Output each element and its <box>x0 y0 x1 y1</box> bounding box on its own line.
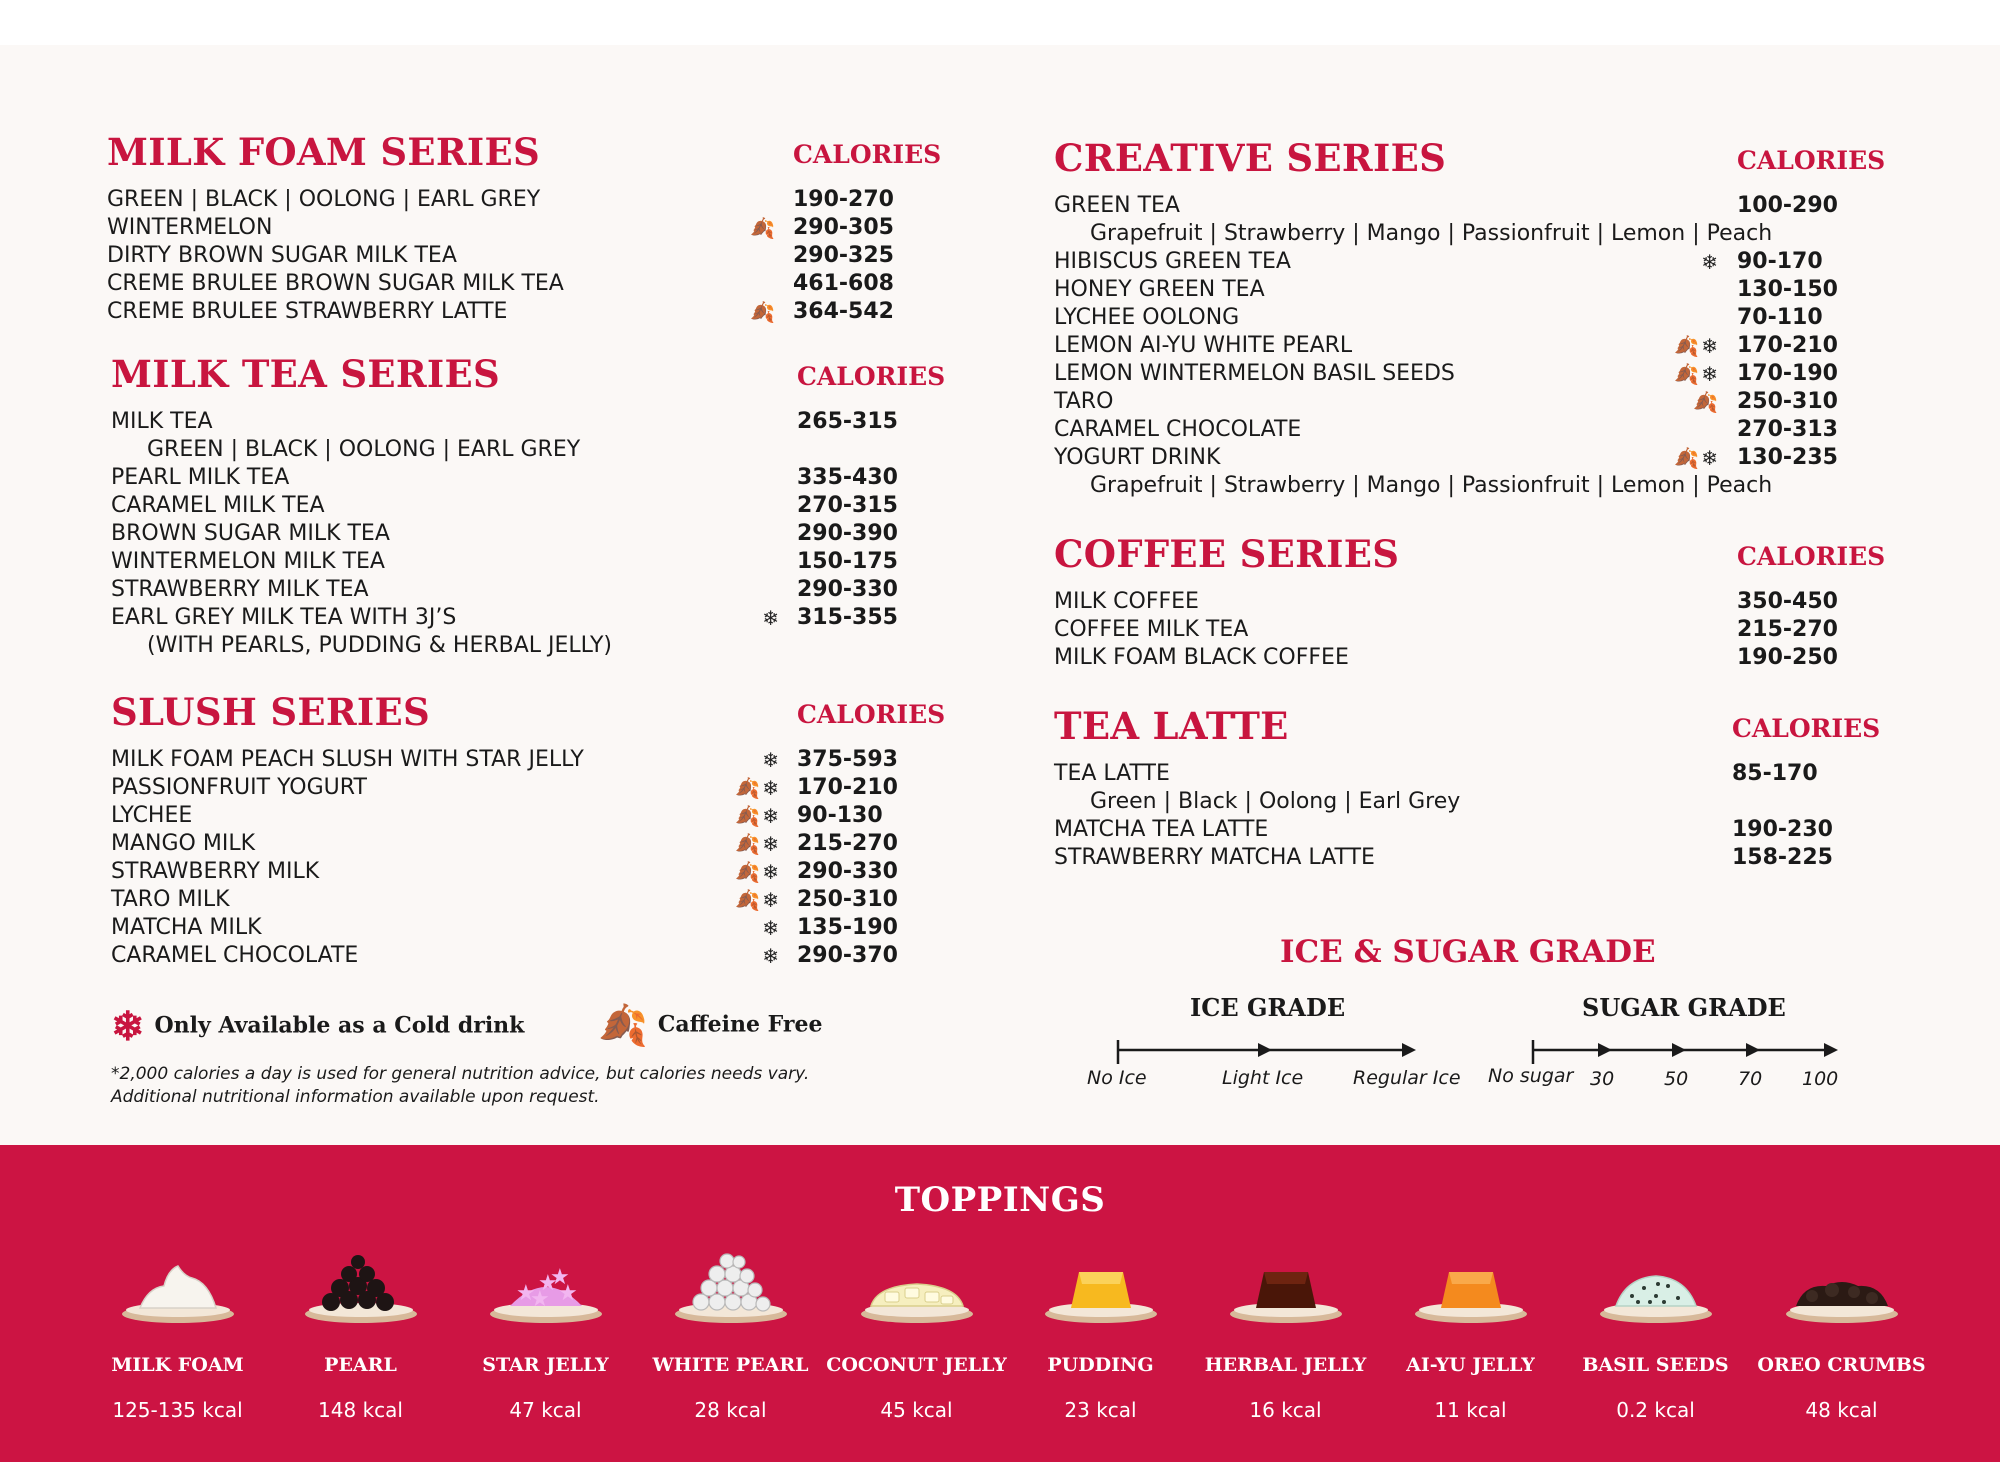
topping-coconut-jelly <box>824 1248 1009 1422</box>
menu-item-calories: 190-270 <box>793 187 894 212</box>
menu-item <box>111 802 961 830</box>
menu-item-diet-icons: ❄ <box>1701 250 1720 274</box>
menu-item-name: PEARL MILK TEA <box>111 465 290 490</box>
menu-item-name: WINTERMELON MILK TEA <box>111 549 385 574</box>
milk-foam-section <box>107 130 957 326</box>
topping-name: PEARL <box>324 1354 397 1376</box>
star-jelly-icon <box>486 1248 606 1328</box>
svg-text:★: ★ <box>549 1265 570 1290</box>
menu-item-name: MANGO MILK <box>111 831 255 856</box>
menu-item-calories: 170-190 <box>1737 361 1838 386</box>
menu-item <box>1054 276 1954 304</box>
menu-item-name: Grapefruit | Strawberry | Mango | Passionfruit | Lemon | Peach <box>1090 221 1773 246</box>
milk-foam-icon <box>118 1248 238 1328</box>
menu-item-name: GREEN | BLACK | OOLONG | EARL GREY <box>147 437 581 462</box>
topping-milk-foam <box>85 1248 270 1422</box>
ai-yu-jelly-icon <box>1411 1248 1531 1328</box>
tea-latte-list <box>1054 760 1954 872</box>
creative-section <box>1054 136 1954 500</box>
menu-item-calories: 335-430 <box>797 465 898 490</box>
menu-item <box>1054 248 1954 276</box>
topping-name: MILK FOAM <box>111 1354 244 1376</box>
topping-pudding <box>1008 1248 1193 1422</box>
menu-item <box>111 942 961 970</box>
topping-kcal: 48 kcal <box>1805 1398 1878 1422</box>
menu-item-calories: 250-310 <box>1737 389 1838 414</box>
cold-drink-label: Only Available as a Cold drink <box>154 1012 525 1039</box>
menu-item-calories: 85-170 <box>1732 761 1818 786</box>
menu-item-calories: 150-175 <box>797 549 898 574</box>
menu-item-name: CARAMEL CHOCOLATE <box>1054 417 1302 442</box>
ice-level-2: Regular Ice <box>1353 1067 1461 1089</box>
topping-name: AI-YU JELLY <box>1406 1354 1535 1376</box>
topping-herbal-jelly <box>1193 1248 1378 1422</box>
menu-item <box>111 914 961 942</box>
sugar-level-2: 50 <box>1664 1068 1689 1090</box>
menu-item <box>111 774 961 802</box>
menu-item-name: CREME BRULEE STRAWBERRY LATTE <box>107 299 508 324</box>
topping-kcal: 45 kcal <box>880 1398 953 1422</box>
menu-item-options <box>1054 220 1954 248</box>
menu-item-name: MILK COFFEE <box>1054 589 1199 614</box>
menu-item <box>107 242 957 270</box>
menu-item <box>1054 588 1954 616</box>
menu-item <box>1054 332 1954 360</box>
coffee-section <box>1054 532 1954 672</box>
sugar-level-3: 70 <box>1738 1068 1763 1090</box>
milk-tea-list <box>111 408 961 660</box>
menu-item <box>1054 360 1954 388</box>
sugar-level-1: 30 <box>1590 1068 1615 1090</box>
menu-item-name: YOGURT DRINK <box>1054 445 1221 470</box>
menu-item <box>107 186 957 214</box>
menu-item-name: HONEY GREEN TEA <box>1054 277 1265 302</box>
ice-grade-title: ICE GRADE <box>1190 993 1346 1022</box>
menu-item-name: STRAWBERRY MATCHA LATTE <box>1054 845 1375 870</box>
ice-level-0: No Ice <box>1087 1067 1147 1089</box>
menu-item-diet-icons: ❄ <box>762 944 781 968</box>
menu-item-diet-icons: 🍂❄ <box>735 888 781 912</box>
topping-kcal: 16 kcal <box>1249 1398 1322 1422</box>
cold-drink-legend <box>111 1003 524 1050</box>
topping-kcal: 28 kcal <box>694 1398 767 1422</box>
topping-name: WHITE PEARL <box>652 1354 809 1376</box>
menu-item <box>1054 816 1954 844</box>
creative-list <box>1054 192 1954 500</box>
menu-item-calories: 290-305 <box>793 215 894 240</box>
svg-text:★: ★ <box>515 1281 536 1306</box>
topping-name: PUDDING <box>1047 1354 1154 1376</box>
menu-item-calories: 215-270 <box>797 831 898 856</box>
menu-item <box>1054 760 1954 788</box>
topping-kcal: 11 kcal <box>1434 1398 1507 1422</box>
topping-ai-yu-jelly <box>1378 1248 1563 1422</box>
topping-name: COCONUT JELLY <box>826 1354 1007 1376</box>
menu-item-calories: 190-250 <box>1737 645 1838 670</box>
menu-item-name: STRAWBERRY MILK <box>111 859 320 884</box>
menu-item-calories: 190-230 <box>1732 817 1833 842</box>
menu-item-name: COFFEE MILK TEA <box>1054 617 1249 642</box>
menu-item-calories: 135-190 <box>797 915 898 940</box>
menu-item-diet-icons: 🍂❄ <box>735 832 781 856</box>
menu-item-name: LYCHEE <box>111 803 193 828</box>
caffeine-free-leaf-icon: 🍂 <box>598 1002 648 1049</box>
menu-item-diet-icons: 🍂❄ <box>735 804 781 828</box>
topping-kcal: 0.2 kcal <box>1616 1398 1695 1422</box>
menu-item <box>111 858 961 886</box>
menu-item-diet-icons: 🍂 <box>1693 390 1720 414</box>
menu-item <box>1054 644 1954 672</box>
slush-list <box>111 746 961 970</box>
menu-item <box>111 520 961 548</box>
menu-item <box>1054 444 1954 472</box>
menu-item <box>111 548 961 576</box>
menu-item-calories: 350-450 <box>1737 589 1838 614</box>
menu-item <box>1054 844 1954 872</box>
oreo-crumbs-icon <box>1782 1248 1902 1328</box>
menu-item-calories: 461-608 <box>793 271 894 296</box>
menu-item-calories: 170-210 <box>797 775 898 800</box>
svg-text:★: ★ <box>537 1271 558 1296</box>
menu-item-name: (WITH PEARLS, PUDDING & HERBAL JELLY) <box>147 633 613 658</box>
menu-item-name: LEMON AI-YU WHITE PEARL <box>1054 333 1353 358</box>
topping-pearl <box>268 1248 453 1422</box>
menu-item-name: GREEN | BLACK | OOLONG | EARL GREY <box>107 187 541 212</box>
caffeine-free-label: Caffeine Free <box>657 1011 823 1038</box>
menu-item-calories: 90-170 <box>1737 249 1823 274</box>
topping-name: OREO CRUMBS <box>1757 1354 1926 1376</box>
footnote-line-2: Additional nutritional information available upon request. <box>111 1087 600 1107</box>
menu-item-diet-icons: 🍂 <box>750 300 777 324</box>
toppings-title: TOPPINGS <box>894 1180 1106 1220</box>
menu-item-name: Grapefruit | Strawberry | Mango | Passionfruit | Lemon | Peach <box>1090 473 1773 498</box>
menu-item <box>111 408 961 436</box>
topping-kcal: 23 kcal <box>1064 1398 1137 1422</box>
milk-foam-title: MILK FOAM SERIES <box>107 130 541 174</box>
menu-item-diet-icons: ❄ <box>762 606 781 630</box>
menu-item-name: MILK TEA <box>111 409 213 434</box>
menu-item-diet-icons: 🍂❄ <box>1674 446 1720 470</box>
creative-title: CREATIVE SERIES <box>1054 136 1447 180</box>
menu-item <box>1054 192 1954 220</box>
menu-item-name: EARL GREY MILK TEA WITH 3J’S <box>111 605 457 630</box>
menu-item-calories: 215-270 <box>1737 617 1838 642</box>
milk-foam-calories-header: CALORIES <box>793 140 942 169</box>
tea-latte-title: TEA LATTE <box>1054 704 1289 748</box>
menu-item-name: LYCHEE OOLONG <box>1054 305 1240 330</box>
menu-item-calories: 158-225 <box>1732 845 1833 870</box>
menu-item-calories: 90-130 <box>797 803 883 828</box>
menu-item-name: MATCHA TEA LATTE <box>1054 817 1269 842</box>
creative-calories-header: CALORIES <box>1737 146 1886 175</box>
menu-item-calories: 100-290 <box>1737 193 1838 218</box>
menu-item-calories: 315-355 <box>797 605 898 630</box>
tea-latte-section <box>1054 704 1954 872</box>
menu-item-name: MILK FOAM PEACH SLUSH WITH STAR JELLY <box>111 747 584 772</box>
menu-item-calories: 170-210 <box>1737 333 1838 358</box>
menu-item-name: MILK FOAM BLACK COFFEE <box>1054 645 1349 670</box>
slush-title: SLUSH SERIES <box>111 690 431 734</box>
topping-kcal: 148 kcal <box>318 1398 403 1422</box>
menu-item-calories: 270-315 <box>797 493 898 518</box>
menu-item-diet-icons: 🍂❄ <box>735 776 781 800</box>
menu-item <box>107 298 957 326</box>
menu-item-name: CARAMEL MILK TEA <box>111 493 325 518</box>
menu-item-name: WINTERMELON <box>107 215 273 240</box>
slush-calories-header: CALORIES <box>797 700 946 729</box>
menu-item-diet-icons: 🍂 <box>750 216 777 240</box>
coffee-list <box>1054 588 1954 672</box>
menu-item-calories: 265-315 <box>797 409 898 434</box>
menu-item-name: DIRTY BROWN SUGAR MILK TEA <box>107 243 457 268</box>
menu-item-name: STRAWBERRY MILK TEA <box>111 577 369 602</box>
menu-item <box>111 576 961 604</box>
menu-item-diet-icons: ❄ <box>762 916 781 940</box>
pearl-icon <box>301 1248 421 1328</box>
white-pearl-icon <box>671 1248 791 1328</box>
menu-item <box>1054 416 1954 444</box>
milk-tea-section <box>111 352 961 660</box>
topping-star-jelly <box>453 1248 638 1422</box>
pudding-icon <box>1041 1248 1161 1328</box>
coconut-jelly-icon <box>857 1248 977 1328</box>
menu-item-diet-icons: 🍂❄ <box>735 860 781 884</box>
menu-item <box>111 604 961 632</box>
menu-item-diet-icons: 🍂❄ <box>1674 334 1720 358</box>
topping-white-pearl <box>638 1248 823 1422</box>
basil-seeds-icon <box>1596 1248 1716 1328</box>
menu-item-calories: 290-325 <box>793 243 894 268</box>
menu-item-name: HIBISCUS GREEN TEA <box>1054 249 1291 274</box>
menu-item-calories: 130-235 <box>1737 445 1838 470</box>
milk-tea-calories-header: CALORIES <box>797 362 946 391</box>
ice-level-1: Light Ice <box>1222 1067 1304 1089</box>
sugar-grade-title: SUGAR GRADE <box>1582 993 1786 1022</box>
topping-name: STAR JELLY <box>482 1354 609 1376</box>
topping-oreo-crumbs <box>1749 1248 1934 1422</box>
menu-item-calories: 130-150 <box>1737 277 1838 302</box>
topping-kcal: 125-135 kcal <box>112 1398 243 1422</box>
menu-item-diet-icons: 🍂❄ <box>1674 362 1720 386</box>
menu-item-calories: 375-593 <box>797 747 898 772</box>
topping-name: BASIL SEEDS <box>1582 1354 1729 1376</box>
snowflake-icon: ❄ <box>111 1003 145 1050</box>
menu-item <box>107 270 957 298</box>
herbal-jelly-icon <box>1226 1248 1346 1328</box>
menu-item-calories: 250-310 <box>797 887 898 912</box>
menu-item-calories: 290-330 <box>797 859 898 884</box>
svg-text:★: ★ <box>557 1281 578 1306</box>
menu-item-calories: 290-390 <box>797 521 898 546</box>
menu-item-options <box>1054 472 1954 500</box>
menu-item-diet-icons: ❄ <box>762 748 781 772</box>
sugar-level-0: No sugar <box>1488 1065 1574 1087</box>
menu-item-name: Green | Black | Oolong | Earl Grey <box>1090 789 1461 814</box>
coffee-calories-header: CALORIES <box>1737 542 1886 571</box>
menu-item <box>111 746 961 774</box>
menu-item-name: TEA LATTE <box>1054 761 1170 786</box>
menu-item-calories: 290-330 <box>797 577 898 602</box>
menu-item-name: MATCHA MILK <box>111 915 262 940</box>
menu-item <box>1054 616 1954 644</box>
menu-item-options <box>111 632 961 660</box>
menu-item-name: CARAMEL CHOCOLATE <box>111 943 359 968</box>
menu-item <box>111 886 961 914</box>
menu-item <box>1054 304 1954 332</box>
menu-item-name: TARO MILK <box>111 887 230 912</box>
menu-item-options <box>1054 788 1954 816</box>
slush-section <box>111 690 961 970</box>
menu-item-calories: 290-370 <box>797 943 898 968</box>
menu-item-name: TARO <box>1054 389 1114 414</box>
menu-item-name: BROWN SUGAR MILK TEA <box>111 521 390 546</box>
milk-tea-title: MILK TEA SERIES <box>111 352 501 396</box>
menu-item <box>111 492 961 520</box>
topping-kcal: 47 kcal <box>509 1398 582 1422</box>
svg-text:★: ★ <box>529 1287 550 1312</box>
tea-latte-calories-header: CALORIES <box>1732 714 1881 743</box>
caffeine-free-legend <box>598 1002 822 1049</box>
ice-sugar-grade-title: ICE & SUGAR GRADE <box>1280 934 1656 970</box>
topping-basil-seeds <box>1563 1248 1748 1422</box>
calorie-footnote <box>111 1063 809 1109</box>
sugar-level-4: 100 <box>1802 1068 1839 1090</box>
menu-item-calories: 364-542 <box>793 299 894 324</box>
menu-item-name: PASSIONFRUIT YOGURT <box>111 775 367 800</box>
menu-item-name: CREME BRULEE BROWN SUGAR MILK TEA <box>107 271 564 296</box>
menu-item-name: LEMON WINTERMELON BASIL SEEDS <box>1054 361 1455 386</box>
coffee-title: COFFEE SERIES <box>1054 532 1400 576</box>
menu-item-calories: 270-313 <box>1737 417 1838 442</box>
menu-item <box>1054 388 1954 416</box>
topping-name: HERBAL JELLY <box>1204 1354 1367 1376</box>
menu-item-options <box>111 436 961 464</box>
menu-item <box>107 214 957 242</box>
footnote-line-1: *2,000 calories a day is used for general nutrition advice, but calories needs vary. <box>111 1064 810 1084</box>
menu-item-calories: 70-110 <box>1737 305 1823 330</box>
menu-item <box>111 830 961 858</box>
menu-item <box>111 464 961 492</box>
milk-foam-list <box>107 186 957 326</box>
menu-item-name: GREEN TEA <box>1054 193 1180 218</box>
